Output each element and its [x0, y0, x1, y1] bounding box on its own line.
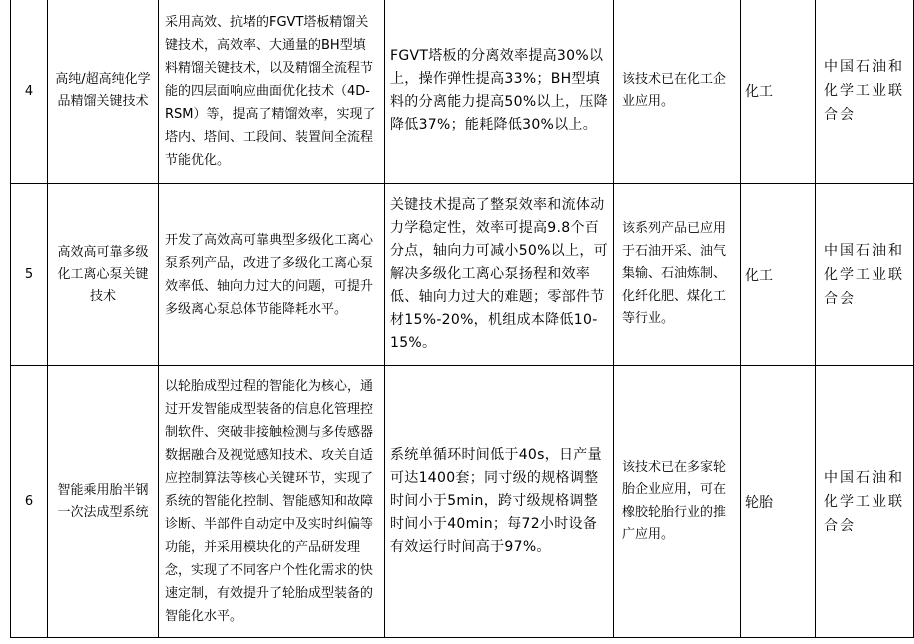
row-number: 4 [11, 0, 48, 184]
application-status: 该技术已在多家轮胎企业应用，可在橡胶轮胎行业的推广应用。 [614, 366, 741, 638]
technology-name: 高效高可靠多级化工离心泵关键技术 [48, 184, 159, 366]
technology-description: 以轮胎成型过程的智能化为核心，通过开发智能成型装备的信息化管理控制软件、突破非接触检测与多传感器数据融合及视觉感知技术、攻关自适应控制算法等核心关键环节，实现了系统的智能化控制、智能感知和故障诊断、半部件自动定中及实时纠偏等功能，并采用模块化的产品研发理念，实现了不同客户个性化需求的快速定制，有效提升了轮胎成型装备的智能化水平。 [159, 366, 385, 638]
technology-name: 智能乘用胎半钢一次法成型系统 [48, 366, 159, 638]
technology-description: 开发了高效高可靠典型多级化工离心泵系列产品，改进了多级化工离心泵效率低、轴向力过大的问题，可提升多级离心泵总体节能降耗水平。 [159, 184, 385, 366]
technology-name: 高纯/超高纯化学品精馏关键技术 [48, 0, 159, 184]
recommending-organization: 中国石油和化学工业联合会 [816, 366, 914, 638]
row-number: 6 [11, 366, 48, 638]
technology-effect: 关键技术提高了整泵效率和流体动力学稳定性，效率可提高9.8个百分点，轴向力可减小50%以上，可解决多级化工离心泵扬程和效率低、轴向力过大的难题；零部件节材15%-20%，机组成本降低10-15%。 [385, 184, 614, 366]
recommending-organization: 中国石油和化学工业联合会 [816, 0, 914, 184]
technology-table [10, 0, 914, 638]
industry: 化工 [741, 184, 816, 366]
table-row [11, 0, 914, 184]
table-row [11, 184, 914, 366]
row-number: 5 [11, 184, 48, 366]
industry: 化工 [741, 0, 816, 184]
technology-effect: 系统单循环时间低于40s，日产量可达1400套；同寸级的规格调整时间小于5min，跨寸级规格调整时间小于40min；每72小时设备有效运行时间高于97%。 [385, 366, 614, 638]
application-status: 该技术已在化工企业应用。 [614, 0, 741, 184]
recommending-organization: 中国石油和化学工业联合会 [816, 184, 914, 366]
application-status: 该系列产品已应用于石油开采、油气集输、石油炼制、化纤化肥、煤化工等行业。 [614, 184, 741, 366]
industry: 轮胎 [741, 366, 816, 638]
table-row [11, 366, 914, 638]
technology-description: 采用高效、抗堵的FGVT塔板精馏关键技术，高效率、大通量的BH型填料精馏关键技术，以及精馏全流程节能的四层面响应曲面优化技术（4D-RSM）等，提高了精馏效率，实现了塔内、塔间、工段间、装置间全流程节能优化。 [159, 0, 385, 184]
technology-effect: FGVT塔板的分离效率提高30%以上，操作弹性提高33%；BH型填料的分离能力提高50%以上，压降降低37%；能耗降低30%以上。 [385, 0, 614, 184]
